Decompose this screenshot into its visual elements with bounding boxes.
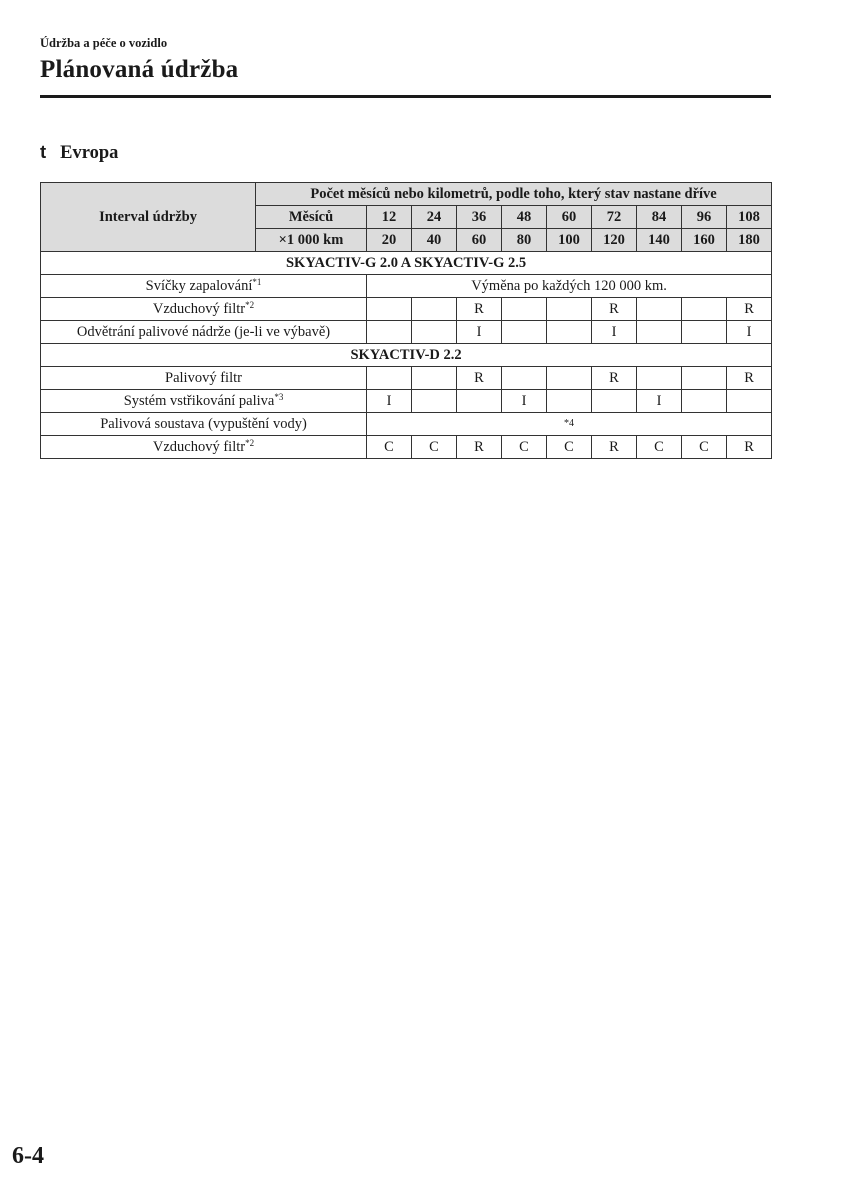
month-cell: 36	[457, 206, 502, 229]
schedule-cell: R	[592, 367, 637, 390]
schedule-cell	[547, 321, 592, 344]
month-cell: 96	[682, 206, 727, 229]
schedule-cell	[547, 298, 592, 321]
schedule-cell: C	[367, 436, 412, 459]
schedule-cell	[682, 321, 727, 344]
km-cell: 160	[682, 229, 727, 252]
km-cell: 100	[547, 229, 592, 252]
header-row-period	[41, 183, 772, 206]
schedule-cell	[367, 367, 412, 390]
period-header: Počet měsíců nebo kilometrů, podle toho, který stav nastane dříve	[256, 183, 772, 206]
schedule-cell	[502, 367, 547, 390]
schedule-cell: R	[592, 298, 637, 321]
schedule-cell: R	[727, 436, 772, 459]
schedule-cell	[682, 367, 727, 390]
km-cell: 140	[637, 229, 682, 252]
month-cell: 24	[412, 206, 457, 229]
item-label: Odvětrání palivové nádrže (je-li ve výbavě)	[76, 324, 331, 340]
schedule-cell	[502, 321, 547, 344]
section-heading	[40, 141, 118, 164]
month-cell: 12	[367, 206, 412, 229]
table-row	[41, 321, 772, 344]
item-label: Vzduchový filtr	[152, 301, 246, 317]
schedule-cell: I	[592, 321, 637, 344]
schedule-cell: R	[457, 298, 502, 321]
table-row	[41, 275, 772, 298]
month-cell: 108	[727, 206, 772, 229]
footnote-ref: *2	[245, 300, 255, 310]
item-label-cell	[41, 390, 367, 413]
schedule-cell	[727, 390, 772, 413]
item-label: Systém vstřikování paliva	[123, 393, 275, 409]
schedule-cell: C	[682, 436, 727, 459]
km-cell: 20	[367, 229, 412, 252]
km-cell: 60	[457, 229, 502, 252]
schedule-cell: R	[592, 436, 637, 459]
page-number: 6-4	[12, 1143, 44, 1169]
schedule-cell	[682, 390, 727, 413]
schedule-cell	[547, 390, 592, 413]
section-marker-icon: t	[40, 141, 47, 162]
table-row	[41, 436, 772, 459]
month-cell: 72	[592, 206, 637, 229]
item-label: Svíčky zapalování	[145, 278, 253, 294]
interval-label: Interval údržby	[41, 183, 256, 252]
month-cell: 48	[502, 206, 547, 229]
schedule-cell	[637, 321, 682, 344]
item-label-cell	[41, 275, 367, 298]
month-cell: 84	[637, 206, 682, 229]
km-cell: 80	[502, 229, 547, 252]
engine-group-title: SKYACTIV-G 2.0 A SKYACTIV-G 2.5	[41, 252, 772, 275]
item-label: Palivový filtr	[165, 370, 242, 386]
schedule-cell: I	[367, 390, 412, 413]
item-label: Vzduchový filtr	[152, 439, 246, 455]
km-cell: 180	[727, 229, 772, 252]
span-note: *4	[564, 417, 575, 429]
span-note-cell	[367, 413, 772, 436]
schedule-cell	[412, 390, 457, 413]
engine-group-row	[41, 344, 772, 367]
schedule-cell	[682, 298, 727, 321]
month-cell: 60	[547, 206, 592, 229]
schedule-cell: I	[637, 390, 682, 413]
engine-group-row	[41, 252, 772, 275]
table-row	[41, 390, 772, 413]
span-note-cell	[367, 275, 772, 298]
section-title: Evropa	[60, 143, 119, 163]
page-title: Plánovaná údržba	[40, 56, 239, 83]
title-rule	[40, 95, 771, 98]
schedule-cell	[367, 321, 412, 344]
schedule-cell	[637, 367, 682, 390]
schedule-cell: R	[457, 436, 502, 459]
km-label: ×1 000 km	[256, 229, 367, 252]
schedule-cell	[547, 367, 592, 390]
schedule-cell: I	[457, 321, 502, 344]
schedule-cell	[592, 390, 637, 413]
item-label-cell	[41, 413, 367, 436]
item-label-cell	[41, 321, 367, 344]
schedule-cell: I	[502, 390, 547, 413]
footnote-ref: *1	[252, 277, 262, 287]
schedule-cell	[367, 298, 412, 321]
schedule-cell	[502, 298, 547, 321]
table-row	[41, 298, 772, 321]
schedule-cell	[637, 298, 682, 321]
months-label: Měsíců	[256, 206, 367, 229]
schedule-cell: R	[727, 298, 772, 321]
table-row	[41, 367, 772, 390]
km-cell: 40	[412, 229, 457, 252]
schedule-cell: C	[547, 436, 592, 459]
footnote-ref: *3	[274, 392, 284, 402]
schedule-cell	[457, 390, 502, 413]
footnote-ref: *2	[245, 438, 255, 448]
item-label: Palivová soustava (vypuštění vody)	[100, 416, 307, 432]
item-label-cell	[41, 367, 367, 390]
schedule-cell: R	[457, 367, 502, 390]
engine-group-title: SKYACTIV-D 2.2	[41, 344, 772, 367]
schedule-cell	[412, 367, 457, 390]
span-note: Výměna po každých 120 000 km.	[471, 278, 667, 294]
item-label-cell	[41, 436, 367, 459]
item-label-cell	[41, 298, 367, 321]
schedule-cell: C	[412, 436, 457, 459]
schedule-cell	[412, 298, 457, 321]
schedule-cell: R	[727, 367, 772, 390]
breadcrumb: Údržba a péče o vozidlo	[40, 36, 168, 50]
km-cell: 120	[592, 229, 637, 252]
maintenance-table	[40, 182, 772, 459]
schedule-cell: C	[502, 436, 547, 459]
table-row	[41, 413, 772, 436]
schedule-cell: C	[637, 436, 682, 459]
schedule-cell	[412, 321, 457, 344]
schedule-cell: I	[727, 321, 772, 344]
